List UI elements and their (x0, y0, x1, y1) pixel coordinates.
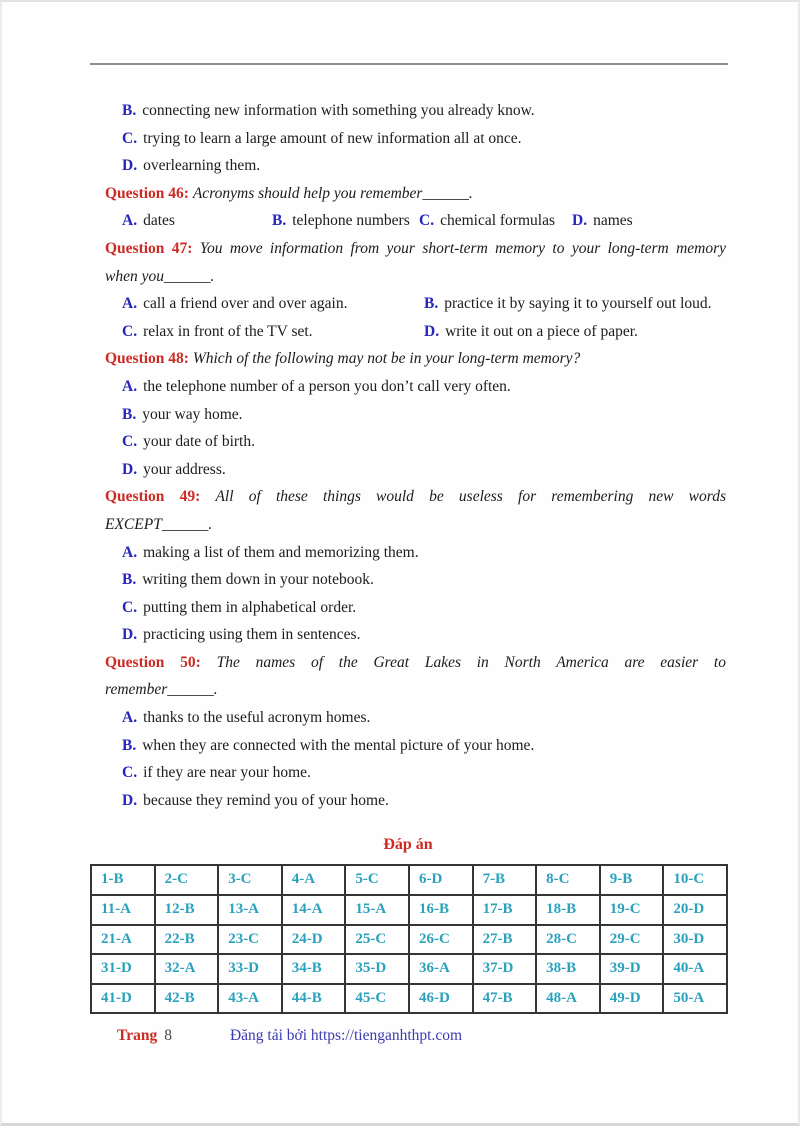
option-letter: D. (424, 322, 440, 340)
option-line (92, 152, 726, 180)
question-stem-text: Which of the following may not be in your long-term memory? (192, 350, 581, 368)
answer-cell: 24-D (282, 925, 346, 955)
option-text: dates (143, 212, 175, 230)
option-letter: B. (122, 736, 137, 754)
answer-cell: 44-B (282, 984, 346, 1014)
answer-cell: 40-A (663, 954, 727, 984)
answer-cell: 47-B (473, 984, 537, 1014)
option-line (92, 456, 726, 484)
answer-cell: 13-A (218, 895, 282, 925)
credit-link[interactable]: Đăng tải bởi https://tienganhthpt.com (229, 1027, 463, 1045)
question-46-stem (92, 180, 726, 208)
option-line (92, 759, 726, 787)
answer-cell: 38-B (536, 954, 600, 984)
option-line (92, 401, 726, 429)
option-line (92, 566, 726, 594)
option-letter: C. (122, 764, 138, 782)
question-stem-text: Acronyms should help you remember______. (192, 184, 473, 202)
option-text: trying to learn a large amount of new information all at once. (143, 129, 522, 147)
answer-cell: 2-C (155, 865, 219, 895)
table-row (91, 984, 727, 1014)
option-text: chemical formulas (440, 212, 555, 230)
answer-cell: 32-A (155, 954, 219, 984)
option-line (92, 125, 726, 153)
answer-cell: 1-B (91, 865, 155, 895)
answer-cell: 43-A (218, 984, 282, 1014)
answer-cell: 11-A (91, 895, 155, 925)
answer-cell: 49-D (600, 984, 664, 1014)
answer-cell: 15-A (345, 895, 409, 925)
option-line (92, 621, 726, 649)
option-letter: D. (572, 212, 588, 230)
question-label: Question 48: (105, 350, 189, 368)
question-46-options (92, 207, 726, 235)
option-text: your way home. (142, 405, 243, 423)
answer-cell: 16-B (409, 895, 473, 925)
question-stem-text: The names of the Great Lakes in North America are easier to (216, 653, 726, 671)
option-letter: C. (122, 129, 138, 147)
question-label: Question 49: (105, 488, 201, 506)
option-line (92, 594, 726, 622)
answer-cell: 31-D (91, 954, 155, 984)
answer-cell: 8-C (536, 865, 600, 895)
answer-cell: 6-D (409, 865, 473, 895)
option-letter: C. (419, 212, 435, 230)
question-47-options (92, 290, 726, 345)
answer-cell: 5-C (345, 865, 409, 895)
option-line (272, 207, 419, 235)
answer-cell: 39-D (600, 954, 664, 984)
answer-cell: 21-A (91, 925, 155, 955)
answer-cell: 23-C (218, 925, 282, 955)
option-text: practice it by saying it to yourself out loud. (444, 295, 712, 313)
option-line (419, 207, 572, 235)
option-text: if they are near your home. (143, 764, 311, 782)
question-label: Question 47: (105, 239, 193, 257)
option-text: write it out on a piece of paper. (445, 322, 638, 340)
question-49-stem-continued: EXCEPT______. (105, 515, 213, 533)
option-text: connecting new information with something you already know. (142, 102, 535, 119)
option-line (122, 318, 424, 346)
answer-cell: 36-A (409, 954, 473, 984)
answer-cell: 17-B (473, 895, 537, 925)
option-letter: A. (122, 377, 138, 395)
table-row (91, 895, 727, 925)
option-line (122, 207, 272, 235)
option-text: making a list of them and memorizing them. (143, 543, 419, 561)
answer-cell: 19-C (600, 895, 664, 925)
answer-cell: 30-D (663, 925, 727, 955)
answer-cell: 20-D (663, 895, 727, 925)
question-label: Question 46: (105, 184, 189, 202)
question-stem-text: All of these things would be useless for remembering new words (215, 488, 726, 506)
option-letter: D. (122, 626, 138, 644)
option-line (424, 290, 726, 318)
option-letter: C. (122, 322, 138, 340)
answer-cell: 18-B (536, 895, 600, 925)
option-letter: C. (122, 433, 138, 451)
option-letter: B. (424, 295, 439, 313)
option-letter: A. (122, 543, 138, 561)
option-letter: A. (122, 295, 138, 313)
answer-cell: 9-B (600, 865, 664, 895)
option-letter: D. (122, 460, 138, 478)
option-letter: A. (122, 212, 138, 230)
exam-content (92, 97, 726, 1049)
option-text: because they remind you of your home. (143, 791, 389, 809)
answer-cell: 41-D (91, 984, 155, 1014)
question-50-stem-continued: remember______. (105, 681, 218, 699)
option-letter: B. (122, 405, 137, 423)
option-text: the telephone number of a person you don’t call very often. (143, 377, 511, 395)
question-stem-text: You move information from your short-term memory to your long-term memory (199, 239, 726, 257)
question-50-stem (92, 649, 726, 677)
question-48-stem (92, 345, 726, 373)
option-line (92, 732, 726, 760)
answer-cell: 35-D (345, 954, 409, 984)
page-label: Trang (117, 1027, 158, 1045)
option-letter: D. (122, 157, 138, 175)
answer-cell: 42-B (155, 984, 219, 1014)
answer-cell: 14-A (282, 895, 346, 925)
option-text: your address. (143, 460, 226, 478)
option-text: names (593, 212, 633, 230)
question-label: Question 50: (105, 653, 201, 671)
table-row (91, 925, 727, 955)
answer-cell: 34-B (282, 954, 346, 984)
option-text: practicing using them in sentences. (143, 626, 361, 644)
option-line (424, 318, 726, 346)
page-footer (92, 1023, 726, 1049)
option-text: thanks to the useful acronym homes. (143, 709, 371, 727)
answer-cell: 45-C (345, 984, 409, 1014)
answer-cell: 28-C (536, 925, 600, 955)
answer-cell: 27-B (473, 925, 537, 955)
answer-cell: 33-D (218, 954, 282, 984)
answer-cell: 3-C (218, 865, 282, 895)
answer-key-table (90, 864, 728, 1014)
answer-cell: 10-C (663, 865, 727, 895)
option-text: telephone numbers (292, 212, 410, 230)
table-row (91, 954, 727, 984)
answer-cell: 48-A (536, 984, 600, 1014)
option-text: overlearning them. (143, 157, 261, 175)
answer-cell: 22-B (155, 925, 219, 955)
option-line (122, 290, 424, 318)
option-letter: D. (122, 791, 138, 809)
option-text: when they are connected with the mental picture of your home. (142, 736, 535, 754)
answer-cell: 7-B (473, 865, 537, 895)
option-line (92, 539, 726, 567)
answer-key-section (90, 835, 726, 1014)
option-text: putting them in alphabetical order. (143, 598, 357, 616)
table-row (91, 865, 727, 895)
answer-cell: 25-C (345, 925, 409, 955)
option-letter: B. (122, 571, 137, 589)
option-line (92, 373, 726, 401)
option-letter: B. (122, 102, 137, 119)
option-letter: B. (272, 212, 287, 230)
answer-cell: 26-C (409, 925, 473, 955)
option-line (92, 787, 726, 815)
page-number: 8 (164, 1027, 172, 1045)
option-line (572, 207, 633, 235)
question-49-stem (92, 483, 726, 511)
answer-cell: 4-A (282, 865, 346, 895)
option-letter: A. (122, 709, 138, 727)
answer-cell: 12-B (155, 895, 219, 925)
answer-key-title: Đáp án (383, 836, 433, 854)
option-line (92, 428, 726, 456)
option-line (92, 704, 726, 732)
answer-cell: 29-C (600, 925, 664, 955)
option-text: call a friend over and over again. (143, 295, 348, 313)
question-47-stem-continued: when you______. (105, 267, 215, 285)
answer-cell: 46-D (409, 984, 473, 1014)
option-text: your date of birth. (143, 433, 255, 451)
option-letter: C. (122, 598, 138, 616)
question-47-stem (92, 235, 726, 263)
answer-cell: 37-D (473, 954, 537, 984)
answer-cell: 50-A (663, 984, 727, 1014)
header-rule (90, 63, 728, 65)
option-line (92, 97, 726, 125)
option-text: writing them down in your notebook. (142, 571, 374, 589)
option-text: relax in front of the TV set. (143, 322, 313, 340)
